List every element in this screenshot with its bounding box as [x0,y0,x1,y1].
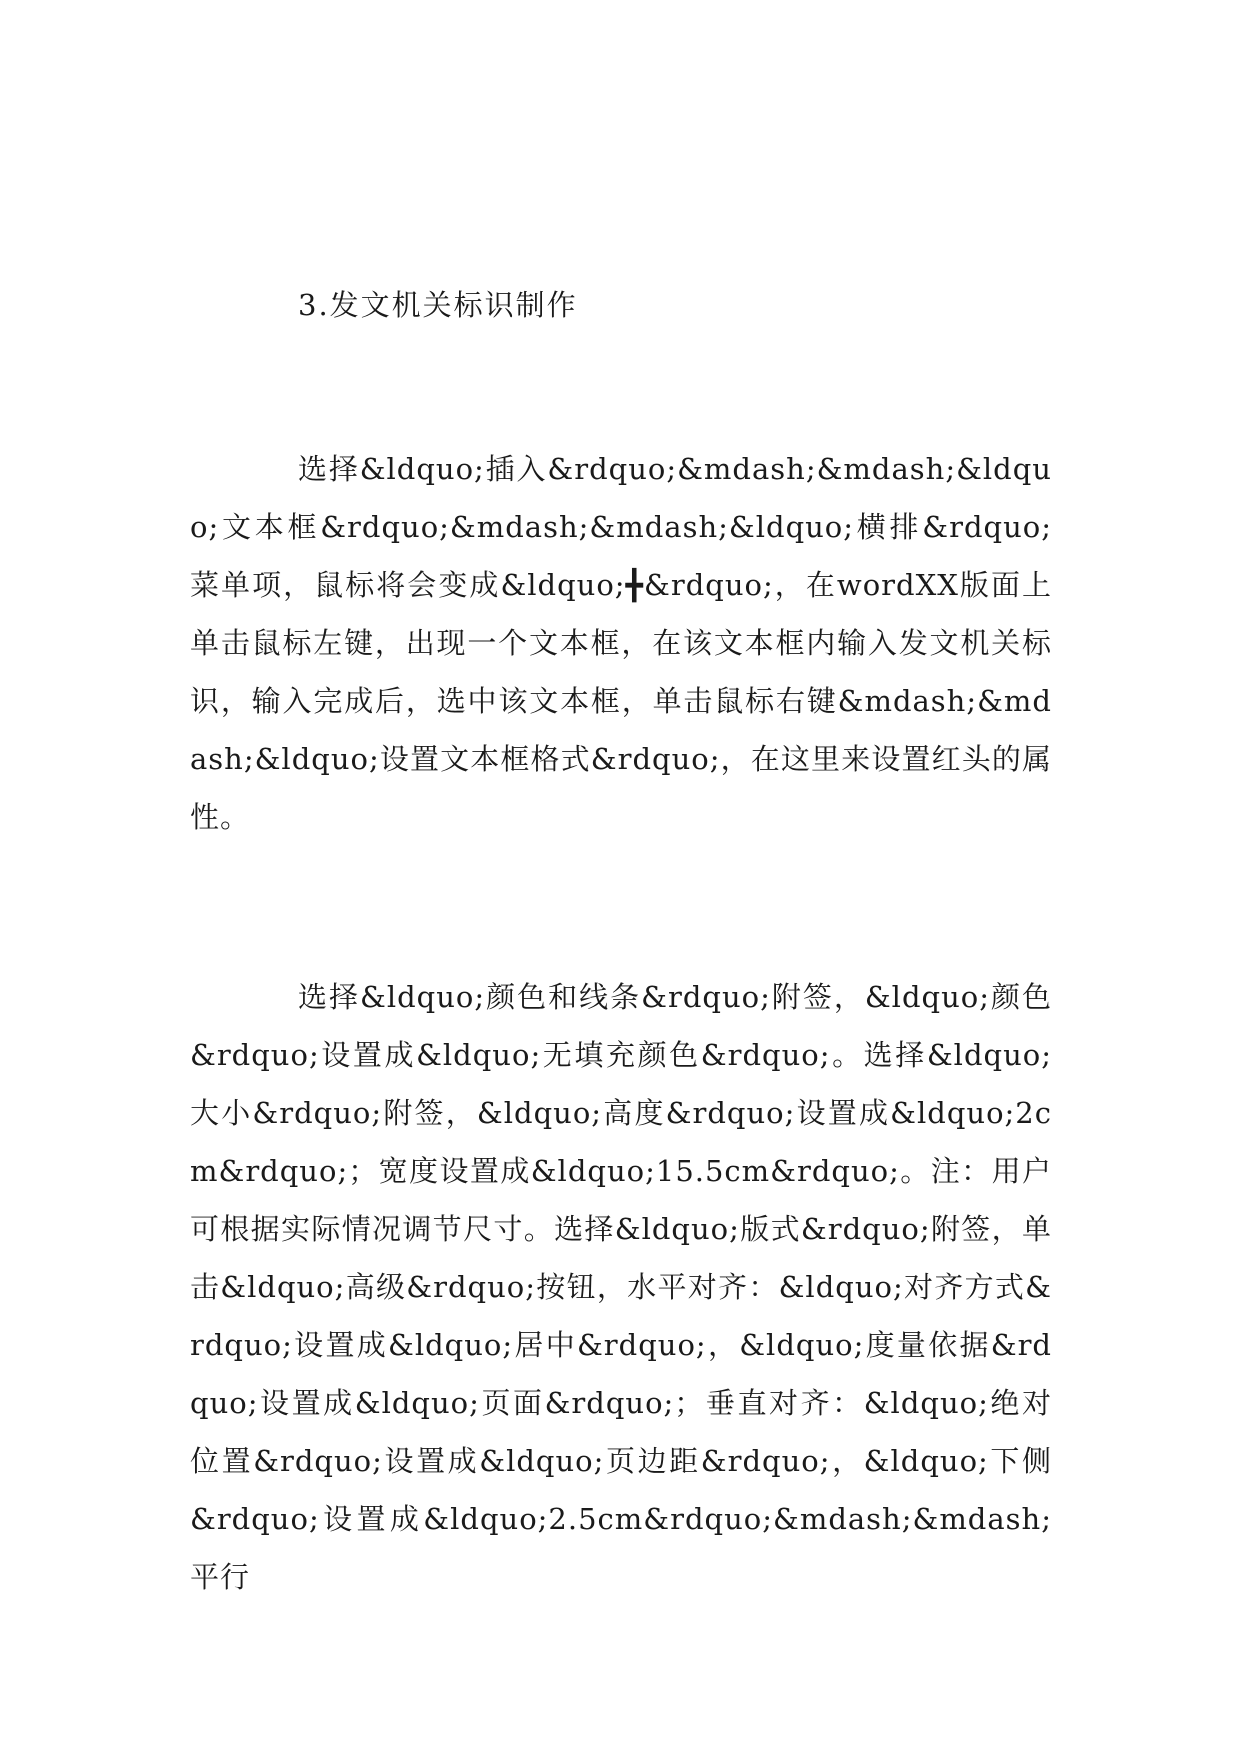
section-heading: 3.发文机关标识制作 [298,288,578,322]
document-body [190,276,1052,1606]
paragraph-textbox-insertion: 选择&ldquo;插入&rdquo;&mdash;&mdash;&ldquo;文本框&rdquo;&mdash;&mdash;&ldquo;横排&rdquo;菜单项，鼠标将会变成&ldquo;╋&rdquo;，在wordXX版面上单击鼠标左键，出现一个文本框，在该文本框内输入发文机关标识，输入完成后，选中该文本框，单击鼠标右键&mdash;&mdash;&ldquo;设置文本框格式&rdquo;，在这里来设置红头的属性。 [190,452,1052,834]
paragraph-textbox-format-settings: 选择&ldquo;颜色和线条&rdquo;附签，&ldquo;颜色&rdquo;设置成&ldquo;无填充颜色&rdquo;。选择&ldquo;大小&rdquo;附签，&ldquo;高度&rdquo;设置成&ldquo;2cm&rdquo;；宽度设置成&ldquo;15.5cm&rdquo;。注：用户可根据实际情况调节尺寸。选择&ldquo;版式&rdquo;附签，单击&ldquo;高级&rdquo;按钮，水平对齐：&ldquo;对齐方式&rdquo;设置成&ldquo;居中&rdquo;，&ldquo;度量依据&rdquo;设置成&ldquo;页面&rdquo;；垂直对齐：&ldquo;绝对位置&rdquo;设置成&ldquo;页边距&rdquo;，&ldquo;下侧&rdquo;设置成&ldquo;2.5cm&rdquo;&mdash;&mdash;平行 [190,980,1052,1594]
